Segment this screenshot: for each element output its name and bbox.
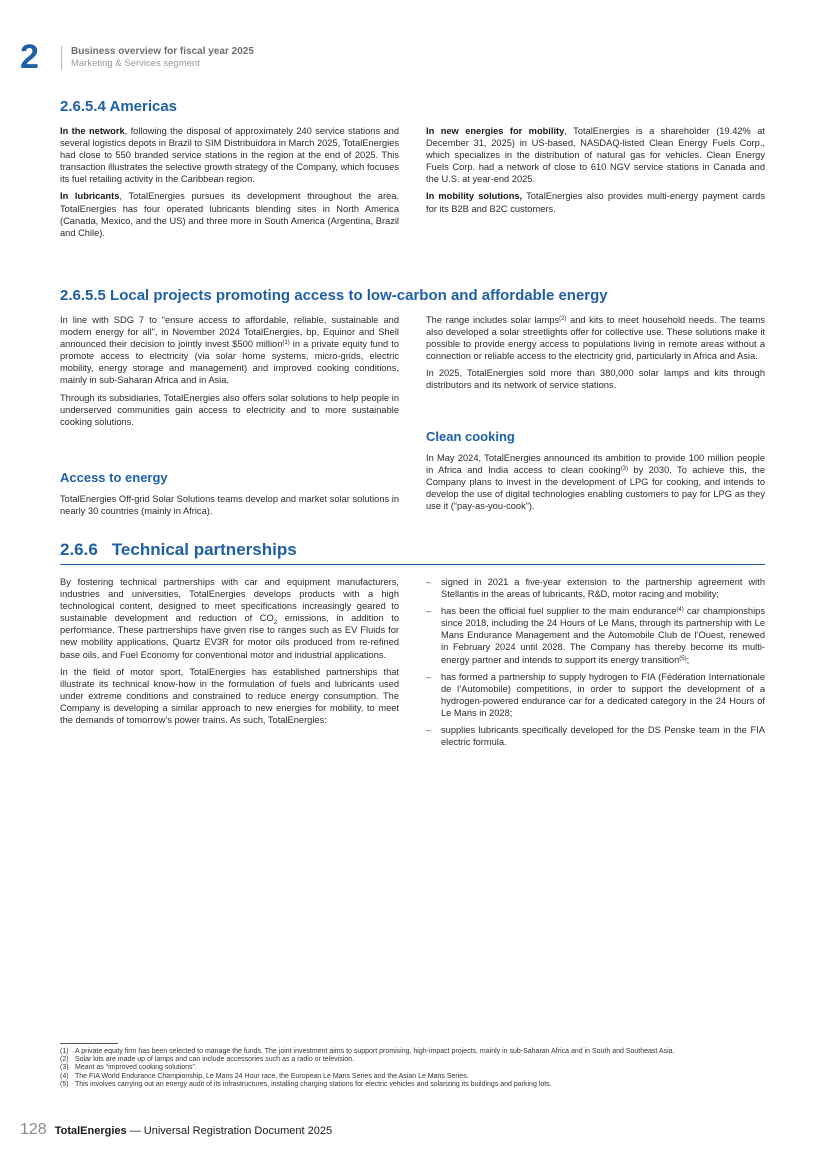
footer-brand: TotalEnergies [54, 1125, 127, 1137]
solar-sales-paragraph: In 2025, TotalEnergies sold more than 380,000 solar lamps and kits through distributors and its network of service stations. [426, 368, 765, 391]
network-lead: In the network [60, 126, 125, 136]
solar-range-paragraph [426, 314, 765, 362]
footnote-mark: (3) [60, 1064, 69, 1072]
fostering-paragraph [60, 576, 399, 661]
footnote [60, 1073, 770, 1081]
header-title: Business overview for fiscal year 2025 [71, 46, 254, 57]
access-to-energy-heading: Access to energy [60, 470, 168, 485]
footnote-ref-5: (5) [679, 655, 687, 662]
local-projects-heading: 2.6.5.5 Local projects promoting access to low-carbon and affordable energy [60, 287, 608, 304]
footnote-mark: (5) [60, 1080, 69, 1088]
page-footer [20, 1121, 332, 1139]
commitments-list [426, 576, 765, 748]
footnote-mark: (2) [60, 1056, 69, 1064]
access-to-energy-paragraph: TotalEnergies Off-grid Solar Solutions teams develop and market solar solutions in nearly 30 countries (mainly in Africa). [60, 494, 399, 517]
solutions-text: TotalEnergies also provides multi-energy payment cards for its B2B and B2C customers. [426, 191, 765, 214]
footnote-ref-1: (1) [282, 340, 290, 347]
technical-right-column [426, 576, 765, 753]
footnotes [60, 1048, 770, 1089]
dash-bullet: – [426, 671, 432, 682]
footnote [60, 1081, 770, 1089]
clean-cooking-text-b: by 2030. To achieve this, the Company plans to invest in the development of LPG for cooking, and intends to develop the use of digital technologies enabling customers to pay for LPG as they use it (“pay-as-you-cook”). [426, 465, 765, 512]
footnote-text: Meant as “improved cooking solutions”. [75, 1064, 197, 1072]
footer-document-title: — Universal Registration Document 2025 [126, 1125, 333, 1137]
footnote [60, 1048, 770, 1056]
mobility-paragraph [426, 125, 765, 185]
list-item [426, 576, 765, 600]
endurance-text-b: car championships since 2018, including the 24 Hours of Le Mans, through its partnership with Le Mans Endurance Management and the Automobile Club de l’Ouest, renewed in February 2024 until 2028. The Company has thereby become its multi-energy partner and intends to support its energy transition [441, 606, 765, 665]
footnote-text: This involves carrying out an energy audit of its infrastructures, installing charging stations for electric vehicles and solarizing its buildings and parking lots. [75, 1080, 552, 1088]
clean-cooking-text-a: In May 2024, TotalEnergies announced its ambition to provide 100 million people in Africa and India access to clean cooking [426, 453, 765, 476]
clean-cooking-column [426, 452, 765, 517]
footnote [60, 1064, 770, 1072]
sdg7-text-b: in a private equity fund to promote access to electricity (via solar home systems, micro-grids, electric mobility, energy storage and management) and improved cooking conditions, mainly in sub-Saharan Africa and in Asia. [60, 339, 399, 386]
fostering-text-b: emissions, in addition to performance. These partnerships have given rise to ranges such as EV Fluids for new mobility applications, Quartz EV3R for motor oils produced from re-refined base oils, and Fuel Economy for conventional motor and industrial applications. [60, 613, 400, 660]
motorsport-paragraph: In the field of motor sport, TotalEnergies has established partnerships that illustrate its technical know-how in the formulation of fuels and lubricants used under extreme conditions and constrained to reduce energy consumption. The Company is developing a similar approach to new energies for mobility, to meet the demands of tomorrow’s power trains. As such, TotalEnergies: [60, 666, 399, 726]
solar-range-text-a: The range includes solar lamps [426, 315, 560, 325]
sdg7-paragraph [60, 314, 399, 387]
list-item [426, 671, 765, 719]
footnote-rule [60, 1043, 118, 1044]
hydrogen-text: has formed a partnership to supply hydrogen to FIA (Fédération Internationale de l’Automobile) competitions, in order to support the development of a hydrogen-powered endurance car for a dedicated category in the 24 Hours of Le Mans in 2028; [441, 671, 765, 718]
sdg7-text-a: In line with SDG 7 to “ensure access to affordable, reliable, sustainable and modern energy for all”, in November 2024 TotalEnergies, bp, Equinor and Shell announced their decision to jointly invest $500 million [60, 315, 399, 350]
lubricants-paragraph [60, 190, 399, 238]
dash-bullet: – [426, 577, 432, 587]
lubricants-lead: In lubricants [60, 191, 120, 202]
section-title: Technical partnerships [111, 540, 297, 559]
footnote-text: A private equity firm has been selected to manage the funds. The joint investment aims to support promising, high-impact projects, mainly in sub-Saharan Africa and in South and Southeast Asia. [75, 1048, 675, 1055]
local-projects-right-column [426, 314, 765, 397]
ds-penske-text: supplies lubricants specifically developed for the DS Penske team in the FIA electric formula. [441, 725, 765, 748]
lubricants-text: , TotalEnergies pursues its development throughout the area. TotalEnergies has four operated lubricants blending sites in North America (Canada, Mexico, and the US) and three more in South America (Argentina, Brazil and Chile). [60, 191, 399, 238]
chapter-number: 2 [20, 38, 39, 76]
footnote-text: Solar kits are made up of lamps and can include accessories such as a radio or television. [75, 1056, 354, 1064]
page-number: 128 [20, 1121, 47, 1138]
subsidiaries-paragraph: Through its subsidiaries, TotalEnergies also offers solar solutions to help people in underserved communities gain access to electricity and to more sustainable cooking solutions. [60, 392, 399, 427]
section-rule [60, 564, 765, 565]
footnote-mark: (4) [60, 1072, 69, 1080]
access-to-energy-column [60, 493, 399, 522]
local-projects-left-column [60, 314, 399, 433]
fostering-text-a: By fostering technical partnerships with car and equipment manufacturers, industries and universities, TotalEnergies develops products with a high technological content, designed to meet specifications increasingly geared to sustainable development and reduction of CO [60, 577, 399, 624]
dash-bullet: – [426, 725, 432, 736]
endurance-text-a: has been the official fuel supplier to the main endurance [441, 606, 677, 617]
footnote-ref-2: (2) [559, 316, 567, 322]
solutions-lead: In mobility solutions, [426, 191, 523, 202]
solutions-paragraph [426, 190, 765, 214]
section-number: 2.6.6 [60, 540, 98, 559]
footnote-ref-4: (4) [676, 607, 684, 614]
footnote [60, 1056, 770, 1064]
americas-heading: 2.6.5.4 Americas [60, 98, 178, 115]
dash-bullet: – [426, 606, 432, 617]
header-subtitle: Marketing & Services segment [71, 58, 200, 69]
list-item [426, 724, 765, 748]
americas-right-column [426, 125, 765, 220]
co2-subscript: 2 [273, 620, 278, 627]
header-divider [61, 46, 62, 70]
clean-cooking-heading: Clean cooking [426, 429, 515, 444]
endurance-text-c: ; [686, 654, 690, 665]
technical-partnerships-heading [60, 540, 297, 560]
footnote-ref-3: (3) [620, 466, 629, 473]
network-text: , following the disposal of approximately 240 service stations and several logistics depots in Brazil to SIM Distribuidora in March 2025, TotalEnergies had close to 550 branded service stations in the region at the end of 2025. This transaction illustrates the selective growth strategy of the Company, which focuses its fuel retailing activity in the Caribbean region. [60, 126, 399, 185]
footnote-text: The FIA World Endurance Championship, Le Mans 24 Hour race, the European Le Mans Series and the Asian Le Mans Series. [75, 1072, 469, 1080]
mobility-text: , TotalEnergies is a shareholder (19.42% at December 31, 2025) in US-based, NASDAQ-listed Clean Energy Fuels Corp., which specializes in the distribution of natural gas for vehicles. Clean Energy Fuels Corp. had a network of close to 610 NGV service stations in Canada and the U.S. at year-end 2025. [426, 126, 765, 185]
mobility-lead: In new energies for mobility [426, 126, 565, 136]
stellantis-text: signed in 2021 a five-year extension to the partnership agreement with Stellantis in the areas of lubricants, R&D, motor racing and mobility; [441, 577, 765, 600]
solar-range-text-b: and kits to meet household needs. The teams also developed a solar streetlights offer for collective use. These solutions make it possible to provide energy access to populations living in remote areas without a connection or reliable access to the electricity grid, particularly in Africa and Asia. [426, 315, 765, 362]
network-paragraph [60, 125, 399, 185]
list-item [426, 605, 765, 665]
clean-cooking-paragraph [426, 452, 765, 512]
americas-left-column [60, 125, 399, 244]
footnote-mark: (1) [60, 1048, 69, 1055]
technical-left-column [60, 576, 399, 731]
